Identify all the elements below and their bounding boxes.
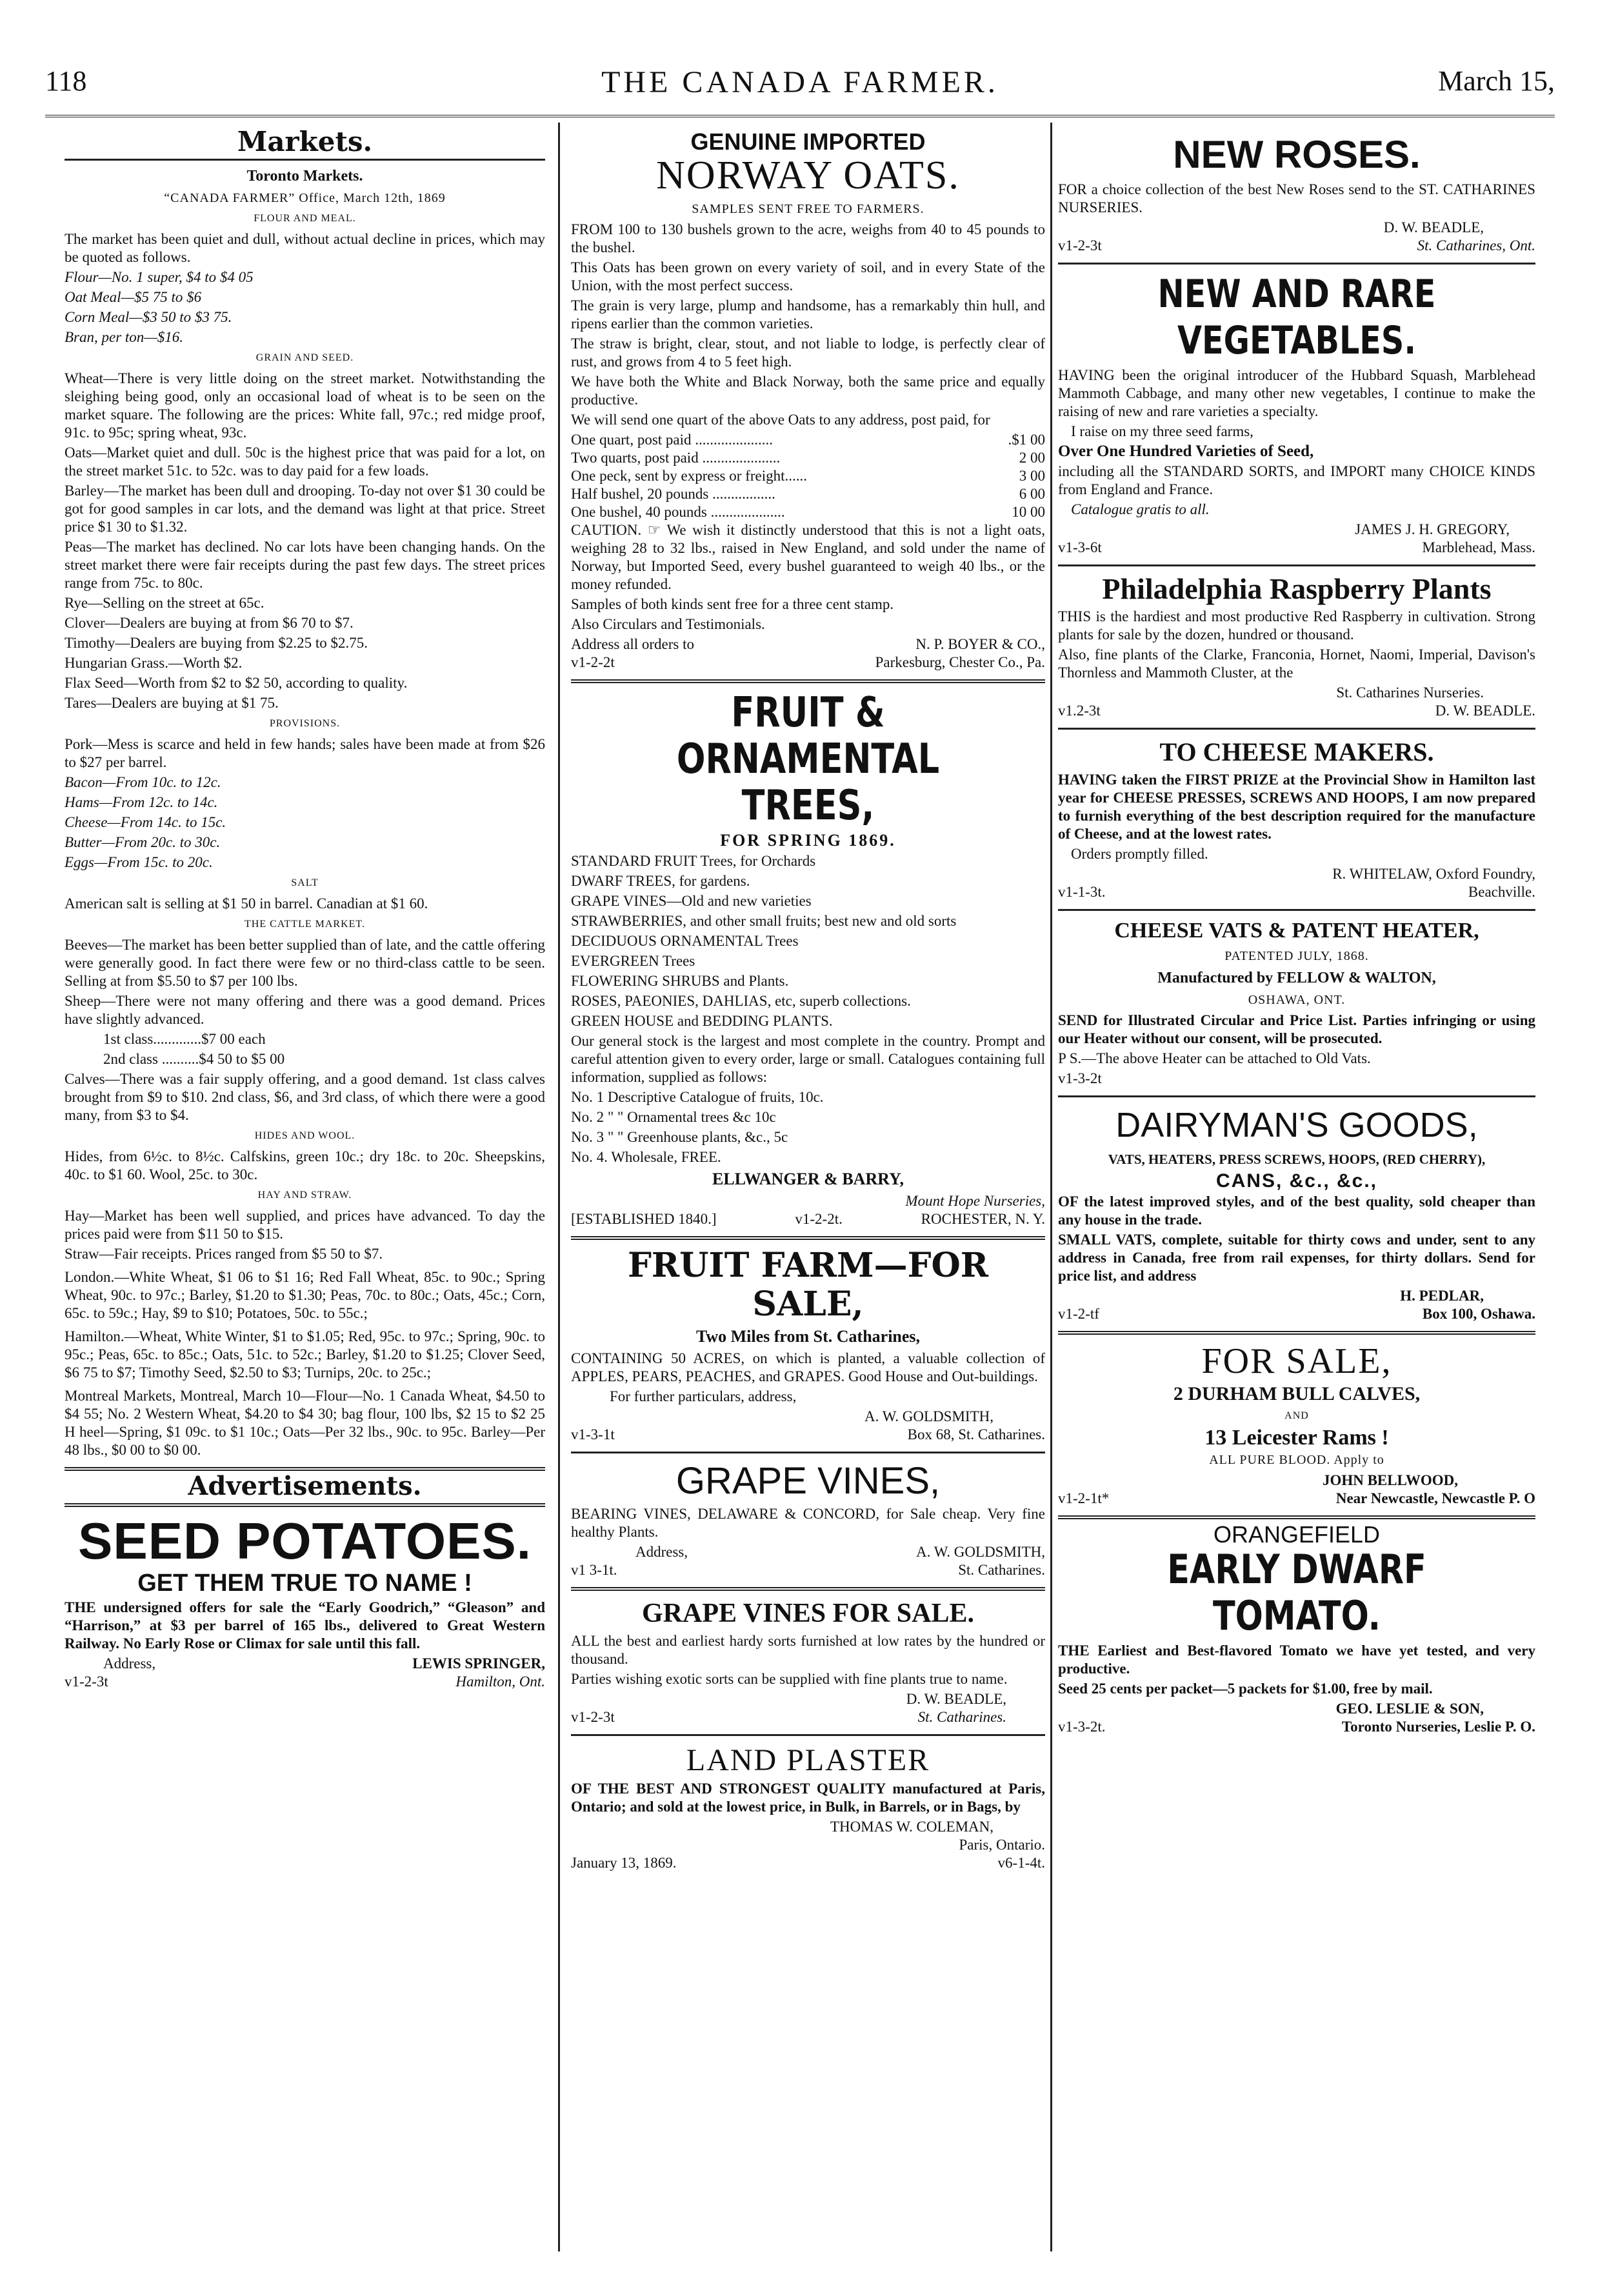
list-item: No. 1 Descriptive Catalogue of fruits, 10c. bbox=[571, 1089, 824, 1105]
cheese-makers-heading: TO CHEESE MAKERS. bbox=[1159, 737, 1434, 766]
price-row bbox=[571, 467, 1045, 485]
market-text: Wheat—There is very little doing on the street market. Notwithstanding the sleighing being good, only an occasional load of wheat is to be seen on the market square. The following are the prices: White fall, 97c.; red midge proof, 91c. to 95c; spring wheat, 93c. bbox=[65, 370, 545, 441]
ad-text: HAVING been the original introducer of the Hubbard Squash, Marblehead Mammoth Cabbage, and many other new vegetables, I continue to make the raising of new and rare varieties a specialty. bbox=[1058, 367, 1535, 419]
divider bbox=[65, 159, 545, 161]
list-item: DECIDUOUS ORNAMENTAL Trees bbox=[571, 933, 799, 949]
page-header bbox=[45, 65, 1555, 116]
ad-text: Parties wishing exotic sorts can be supplied with fine plants true to name. bbox=[571, 1671, 1008, 1687]
ad-text: For further particulars, address, bbox=[610, 1388, 797, 1404]
ad-signature bbox=[571, 1426, 1045, 1444]
market-text: Hamilton.—Wheat, White Winter, $1 to $1.05; Red, 95c. to 97c.; Spring, 90c. to 95c.; Peas, 65c. to 85c.; Oats, 51c. to 52c.; Barley, $1.20 to $1.25; Clover Seed, $6 75 to $7; Timothy Seed, $2.50 to $3; Turnips, 20c. to 25c.; bbox=[65, 1328, 545, 1381]
address-label: Address, bbox=[635, 1544, 688, 1560]
price-value: 6 00 bbox=[1019, 486, 1045, 502]
ad-text: We have both the White and Black Norway, both the same price and equally productive. bbox=[571, 374, 1045, 408]
ad-text: The grain is very large, plump and handsome, has a remarkably thin hull, and ripens earlier than the common varieties. bbox=[571, 297, 1045, 332]
ad-signature bbox=[1058, 1490, 1535, 1508]
list-item: No. 4. Wholesale, FREE. bbox=[571, 1149, 721, 1165]
ad-text: HAVING taken the FIRST PRIZE at the Provincial Show in Hamilton last year for CHEESE PRESSES, SCREWS AND HOOPS, I am now prepared to furnish everything of the best description required for the manufacture of Cheese, and at the lowest rates. bbox=[1058, 772, 1535, 842]
advertiser-name: D. W. BEADLE, bbox=[1383, 219, 1484, 235]
office-line: “CANADA FARMER” Office, March 12th, 1869 bbox=[164, 191, 446, 205]
header-rule bbox=[45, 115, 1555, 121]
market-text: Straw—Fair receipts. Prices ranged from $5 50 to $7. bbox=[65, 1246, 383, 1262]
market-text: Hungarian Grass.—Worth $2. bbox=[65, 655, 243, 671]
catalogue-list bbox=[571, 1088, 1045, 1166]
list-item: GRAPE VINES—Old and new varieties bbox=[571, 893, 812, 909]
ad-code: v1-2-2t. bbox=[795, 1211, 843, 1227]
ad-text: FOR a choice collection of the best New Roses send to the ST. CATHARINES NURSERIES. bbox=[1058, 181, 1535, 215]
section-heading: PROVISIONS. bbox=[269, 718, 341, 729]
manufacturer-line: Manufactured by FELLOW & WALTON, bbox=[1157, 970, 1436, 986]
dairy-cans: CANS, &c., &c., bbox=[1215, 1170, 1378, 1192]
column-rule bbox=[1050, 123, 1052, 2251]
ad-signature bbox=[571, 1854, 1045, 1872]
market-text: Flax Seed—Worth from $2 to $2 50, according to quality. bbox=[65, 675, 408, 691]
grape-vines-sale-heading: GRAPE VINES FOR SALE. bbox=[642, 1599, 974, 1628]
price-row bbox=[571, 449, 1045, 467]
market-text: Tares—Dealers are buying at $1 75. bbox=[65, 695, 279, 711]
ad-signature bbox=[1058, 237, 1535, 255]
ad-text: OF THE BEST AND STRONGEST QUALITY manufactured at Paris, Ontario; and sold at the lowest price, in Bulk, in Barrels, or in Bags, by bbox=[571, 1781, 1045, 1815]
market-text: Hay—Market has been well supplied, and prices have advanced. To day the prices paid were from $11 50 to $15. bbox=[65, 1208, 545, 1242]
column-rule bbox=[558, 123, 560, 2251]
price-row bbox=[571, 431, 1045, 449]
list-item: No. 3 " " Greenhouse plants, &c., 5c bbox=[571, 1129, 788, 1145]
advertiser-name: A. W. GOLDSMITH, bbox=[916, 1544, 1045, 1560]
ad-text: THIS is the hardiest and most productive Red Raspberry in cultivation. Strong plants for sale by the dozen, hundred or thousand. bbox=[1058, 608, 1535, 643]
ad-text: Orders promptly filled. bbox=[1071, 846, 1208, 862]
advertiser-place: Parkesburg, Chester Co., Pa. bbox=[875, 654, 1045, 670]
grape-vines-heading: GRAPE VINES, bbox=[675, 1460, 941, 1502]
advertiser-name: JOHN BELLWOOD, bbox=[1322, 1472, 1458, 1488]
divider bbox=[571, 1734, 1045, 1736]
divider bbox=[571, 1452, 1045, 1453]
ad-signature bbox=[1058, 1305, 1535, 1323]
advertiser-name: D. W. BEADLE. bbox=[1435, 703, 1535, 719]
ad-signature bbox=[65, 1655, 545, 1673]
advertiser-place: St. Catharines. bbox=[917, 1709, 1006, 1725]
advertiser-name: ELLWANGER & BARRY, bbox=[712, 1170, 904, 1188]
fruit-trees-heading: FRUIT & ORNAMENTAL TREES, bbox=[676, 689, 940, 830]
market-text: Timothy—Dealers are buying from $2.25 to $2.75. bbox=[65, 635, 368, 651]
oats-prefix: GENUINE IMPORTED bbox=[690, 128, 926, 155]
ad-text: including all the STANDARD SORTS, and IMPORT many CHOICE KINDS from England and France. bbox=[1058, 463, 1535, 497]
ad-code: v1-3-1t bbox=[571, 1426, 615, 1442]
divider bbox=[1058, 1095, 1535, 1097]
market-text: Montreal Markets, Montreal, March 10—Flour—No. 1 Canada Wheat, $4.50 to $4 55; No. 2 Western Wheat, $4.20 to $4 30; bag flour, 100 lbs, $2 15 to $2 25 H heel—Spring, $1 09c. to $1 10c.; Oats—Per 32 lbs., 90c. to 95c. Barley—Per 48 lbs., $0 00 to $0 00. bbox=[65, 1388, 545, 1458]
page-number: 118 bbox=[45, 65, 87, 97]
ad-signature bbox=[65, 1673, 545, 1691]
divider bbox=[1058, 728, 1535, 730]
market-text: Sheep—There were not many offering and there was a good demand. Prices have slightly advanced. bbox=[65, 993, 545, 1027]
ad-code: v1 3-1t. bbox=[571, 1562, 617, 1578]
column-ads-right bbox=[1058, 129, 1535, 1736]
ad-code: v1-2-2t bbox=[571, 654, 615, 670]
price-item: One quart, post paid ..................... bbox=[571, 432, 774, 448]
ad-code: v1-2-tf bbox=[1058, 1306, 1099, 1322]
ad-text: The straw is bright, clear, stout, and not liable to lodge, is perfectly clear of rust, and grows from 4 to 5 feet high. bbox=[571, 335, 1045, 370]
list-item: No. 2 " " Ornamental trees &c 10c bbox=[571, 1109, 776, 1125]
list-item: ROSES, PAEONIES, DAHLIAS, etc, superb collections. bbox=[571, 993, 911, 1009]
ad-signature bbox=[571, 654, 1045, 672]
ad-code: v1-3-2t. bbox=[1058, 1719, 1106, 1735]
new-roses-heading: NEW ROSES. bbox=[1173, 133, 1421, 176]
price-line: Cheese—From 14c. to 15c. bbox=[65, 814, 226, 830]
dairy-subheading: VATS, HEATERS, PRESS SCREWS, HOOPS, (RED CHERRY), bbox=[1108, 1152, 1486, 1167]
list-item: EVERGREEN Trees bbox=[571, 953, 695, 969]
list-item: STRAWBERRIES, and other small fruits; best new and old sorts bbox=[571, 913, 957, 929]
price-row bbox=[571, 485, 1045, 503]
divider bbox=[1058, 909, 1535, 911]
divider bbox=[571, 1587, 1045, 1591]
sale-item: 13 Leicester Rams ! bbox=[1204, 1426, 1389, 1450]
advertiser-name: GEO. LESLIE & SON, bbox=[1335, 1701, 1484, 1717]
price-line: Bran, per ton—$16. bbox=[65, 329, 183, 345]
price-item: One bushel, 40 pounds .................... bbox=[571, 504, 785, 520]
raspberry-heading: Philadelphia Raspberry Plants bbox=[1102, 572, 1492, 605]
section-heading: HAY AND STRAW. bbox=[257, 1190, 352, 1201]
vegetables-heading: NEW AND RARE VEGETABLES. bbox=[1157, 272, 1436, 363]
price-item: Half bushel, 20 pounds ................. bbox=[571, 486, 775, 502]
market-text: The market has been quiet and dull, without actual decline in prices, which may be quoted as follows. bbox=[65, 231, 545, 265]
address-label: Address, bbox=[103, 1655, 156, 1672]
ad-text: THE undersigned offers for sale the “Early Goodrich,” “Gleason” and “Harrison,” at $3 per barrel of 165 lbs., delivered to Great Western Railway. No Early Rose or Climax for sale until this fall. bbox=[65, 1599, 545, 1652]
price-value: 10 00 bbox=[1012, 504, 1045, 520]
advertiser-name: JAMES J. H. GREGORY, bbox=[1355, 521, 1510, 537]
toronto-heading: Toronto Markets. bbox=[246, 168, 363, 185]
seed-subheading: GET THEM TRUE TO NAME ! bbox=[137, 1570, 472, 1597]
ad-text: Seed 25 cents per packet—5 packets for $1.00, free by mail. bbox=[1058, 1681, 1433, 1697]
ad-signature bbox=[571, 1210, 1045, 1228]
advertiser-place: Paris, Ontario. bbox=[959, 1837, 1045, 1853]
market-text: Peas—The market has declined. No car lots have been changing hands. On the street market there were fair receipts during the past few days. The street prices range from 75c. to 80c. bbox=[65, 539, 545, 591]
farm-subheading: Two Miles from St. Catharines, bbox=[695, 1327, 921, 1346]
ad-text: Catalogue gratis to all. bbox=[1071, 501, 1210, 517]
divider bbox=[65, 1503, 545, 1507]
manufacturer-place: OSHAWA, ONT. bbox=[1248, 993, 1346, 1007]
divider bbox=[571, 679, 1045, 683]
ad-text: FROM 100 to 130 bushels grown to the acre, weighs from 40 to 45 pounds to the bushel. bbox=[571, 221, 1045, 255]
market-text: American salt is selling at $1 50 in barrel. Canadian at $1 60. bbox=[65, 895, 428, 912]
market-text: Hides, from 6½c. to 8½c. Calfskins, green 10c.; dry 18c. to 20c. Sheepskins, 40c. to $1 60. Wool, 25c. to 30c. bbox=[65, 1148, 545, 1183]
advertiser-place: Marblehead, Mass. bbox=[1422, 539, 1535, 555]
ad-text: P S.—The above Heater can be attached to Old Vats. bbox=[1058, 1050, 1371, 1066]
ad-text: Also Circulars and Testimonials. bbox=[571, 616, 765, 632]
advertiser-place: Hamilton, Ont. bbox=[455, 1673, 545, 1690]
advertiser-place: St. Catharines. bbox=[958, 1562, 1045, 1578]
ad-signature bbox=[571, 1708, 1045, 1726]
ad-signature bbox=[571, 1561, 1045, 1579]
advertiser-name: N. P. BOYER & CO., bbox=[915, 636, 1045, 652]
price-line: Butter—From 20c. to 30c. bbox=[65, 834, 221, 850]
column-markets bbox=[65, 126, 545, 1691]
patent-line: PATENTED JULY, 1868. bbox=[1224, 949, 1369, 963]
price-line: 2nd class ..........$4 50 to $5 00 bbox=[103, 1051, 285, 1067]
tomato-prefix: ORANGEFIELD bbox=[1213, 1521, 1381, 1548]
ad-text: SMALL VATS, complete, suitable for thirty cows and under, sent to any address in Canada, free from rail expenses, for thirty dollars. Send for price list, and address bbox=[1058, 1232, 1535, 1284]
column-ads-middle bbox=[571, 129, 1045, 1872]
sale-note: ALL PURE BLOOD. Apply to bbox=[1209, 1453, 1384, 1467]
ad-highlight: Over One Hundred Varieties of Seed, bbox=[1058, 443, 1314, 460]
market-text: Pork—Mess is scarce and held in few hands; sales have been made at from $26 to $27 per barrel. bbox=[65, 736, 545, 770]
advertiser-place: ROCHESTER, N. Y. bbox=[921, 1211, 1045, 1227]
price-row bbox=[571, 503, 1045, 521]
ad-signature bbox=[1058, 702, 1535, 720]
ad-text: BEARING VINES, DELAWARE & CONCORD, for Sale cheap. Very fine healthy Plants. bbox=[571, 1506, 1045, 1540]
market-text: Beeves—The market has been better supplied than of late, and the cattle offering were generally good. In fact there were few or no third-class cattle to be seen. Selling at from $5.50 to $7 per 100 lbs. bbox=[65, 937, 545, 989]
ad-text: SEND for Illustrated Circular and Price List. Parties infringing or using our Heater without our consent, will be prosecuted. bbox=[1058, 1012, 1535, 1046]
advertiser-name: THOMAS W. COLEMAN, bbox=[830, 1819, 994, 1835]
sale-item: 2 DURHAM BULL CALVES, bbox=[1173, 1383, 1421, 1404]
divider bbox=[571, 1236, 1045, 1240]
for-sale-heading: FOR SALE, bbox=[1201, 1341, 1392, 1381]
fruit-list bbox=[571, 852, 1045, 1030]
established-note: [ESTABLISHED 1840.] bbox=[571, 1211, 717, 1227]
norway-oats-heading: NORWAY OATS. bbox=[656, 154, 960, 197]
ad-text: CONTAINING 50 ACRES, on which is planted, a valuable collection of APPLES, PEARS, PEACHES, and GRAPES. Good House and Out-buildings. bbox=[571, 1350, 1045, 1384]
advertisements-heading: Advertisements. bbox=[188, 1471, 422, 1501]
ad-code: v1.2-3t bbox=[1058, 703, 1101, 719]
list-item: FLOWERING SHRUBS and Plants. bbox=[571, 973, 789, 989]
price-line: Bacon—From 10c. to 12c. bbox=[65, 774, 221, 790]
advertiser-place: Box 68, St. Catharines. bbox=[907, 1426, 1045, 1442]
tomato-heading: EARLY DWARF TOMATO. bbox=[1167, 1546, 1426, 1639]
ad-signature bbox=[571, 1543, 1045, 1561]
ad-signature bbox=[1058, 883, 1535, 901]
advertiser-place: Box 100, Oshawa. bbox=[1422, 1306, 1535, 1322]
nursery-name: St. Catharines Nurseries. bbox=[1336, 684, 1484, 701]
price-item: Two quarts, post paid ..................... bbox=[571, 450, 781, 466]
market-text: London.—White Wheat, $1 06 to $1 16; Red Fall Wheat, 85c. to 90c.; Spring Wheat, 90c. to 97c.; Barley, $1.20 to $1.30; Peas, 70c. to 80c.; Oats, 45c.; Corn, 65c. to 59c.; Hay, $9 to $10; Potatoes, 50c. to 55c.; bbox=[65, 1269, 545, 1321]
price-value: .$1 00 bbox=[1008, 432, 1045, 448]
ad-code: v1-2-3t bbox=[1058, 237, 1102, 254]
land-plaster-heading: LAND PLASTER bbox=[686, 1743, 930, 1777]
ad-text: THE Earliest and Best-flavored Tomato we have yet tested, and very productive. bbox=[1058, 1642, 1535, 1677]
sale-and: AND bbox=[1284, 1410, 1309, 1421]
advertiser-place: Toronto Nurseries, Leslie P. O. bbox=[1341, 1719, 1535, 1735]
ad-date: January 13, 1869. bbox=[571, 1855, 677, 1871]
fruit-farm-heading: FRUIT FARM—FOR SALE, bbox=[627, 1246, 989, 1324]
market-text: Rye—Selling on the street at 65c. bbox=[65, 595, 265, 611]
price-value: 3 00 bbox=[1019, 468, 1045, 484]
ad-text: CAUTION. ☞ We wish it distinctly understood that this is not a light oats, weighing 28 to 32 lbs., raised in New England, and sold under the name of Norway, but Imported Seed, every bushel guaranteed to weigh 40 lbs., or the money refunded. bbox=[571, 522, 1045, 592]
divider bbox=[1058, 1515, 1535, 1519]
ad-code: v1-2-3t bbox=[571, 1709, 615, 1725]
ad-text: Also, fine plants of the Clarke, Franconia, Hornet, Naomi, Imperial, Davison's Thornless and Mammoth Cluster, at the bbox=[1058, 646, 1535, 681]
price-line: Eggs—From 15c. to 20c. bbox=[65, 854, 213, 870]
ad-text: ALL the best and earliest hardy sorts furnished at low rates by the hundred or thousand. bbox=[571, 1633, 1045, 1667]
divider bbox=[1058, 263, 1535, 265]
oats-subheading: SAMPLES SENT FREE TO FARMERS. bbox=[692, 202, 924, 216]
ad-text: We will send one quart of the above Oats to any address, post paid, for bbox=[571, 412, 990, 428]
list-item: GREEN HOUSE and BEDDING PLANTS. bbox=[571, 1013, 833, 1029]
ad-code: v1-1-3t. bbox=[1058, 884, 1106, 900]
ad-text: OF the latest improved styles, and of the best quality, sold cheaper than any house in the trade. bbox=[1058, 1193, 1535, 1228]
ad-code: v1-2-1t* bbox=[1058, 1490, 1110, 1506]
ad-text: This Oats has been grown on every variety of soil, and in every State of the Union, with the most perfect success. bbox=[571, 259, 1045, 294]
list-item: STANDARD FRUIT Trees, for Orchards bbox=[571, 853, 816, 869]
price-value: 2 00 bbox=[1019, 450, 1045, 466]
ad-text: Our general stock is the largest and most complete in the country. Prompt and careful attention given to every order, large or small. Catalogues containing full information, supplied as follows: bbox=[571, 1033, 1045, 1085]
seed-potatoes-heading: SEED POTATOES. bbox=[77, 1512, 532, 1570]
section-heading: THE CATTLE MARKET. bbox=[244, 919, 365, 930]
price-line: Hams—From 12c. to 14c. bbox=[65, 794, 218, 810]
ad-code: v6-1-4t. bbox=[997, 1855, 1045, 1871]
advertiser-name: LEWIS SPRINGER, bbox=[412, 1655, 545, 1672]
ad-code: v1-2-3t bbox=[65, 1673, 108, 1690]
divider bbox=[1058, 1331, 1535, 1335]
market-text: Oats—Market quiet and dull. 50c is the highest price that was paid for a lot, on the street market 51c. to 52c. was to day paid for a few loads. bbox=[65, 444, 545, 479]
advertiser-place: Beachville. bbox=[1468, 884, 1535, 900]
price-line: Corn Meal—$3 50 to $3 75. bbox=[65, 309, 232, 325]
advertiser-name: A. W. GOLDSMITH, bbox=[864, 1408, 994, 1424]
section-heading: HIDES AND WOOL. bbox=[254, 1130, 355, 1141]
advertiser-place: St. Catharines, Ont. bbox=[1417, 237, 1535, 254]
fruit-subheading: FOR SPRING 1869. bbox=[720, 831, 896, 850]
market-text: Clover—Dealers are buying at from $6 70 to $7. bbox=[65, 615, 354, 631]
section-heading: SALT bbox=[291, 877, 319, 888]
price-item: One peck, sent by express or freight...... bbox=[571, 468, 807, 484]
ad-code: v1-3-2t bbox=[1058, 1070, 1102, 1086]
price-line: Oat Meal—$5 75 to $6 bbox=[65, 289, 202, 305]
advertiser-place: Mount Hope Nurseries, bbox=[905, 1193, 1045, 1209]
issue-date: March 15, bbox=[1438, 65, 1555, 97]
masthead-title: THE CANADA FARMER. bbox=[601, 65, 999, 99]
section-heading: GRAIN AND SEED. bbox=[255, 352, 354, 363]
advertiser-name: H. PEDLAR, bbox=[1400, 1288, 1484, 1304]
ad-signature bbox=[1058, 1718, 1535, 1736]
ad-code: v1-3-6t bbox=[1058, 539, 1102, 555]
price-line: 1st class.............$7 00 each bbox=[103, 1031, 266, 1047]
ad-text: Samples of both kinds sent free for a three cent stamp. bbox=[571, 596, 894, 612]
markets-heading: Markets. bbox=[237, 126, 373, 157]
ad-text: I raise on my three seed farms, bbox=[1071, 423, 1253, 439]
advertiser-place: Near Newcastle, Newcastle P. O bbox=[1335, 1490, 1535, 1506]
section-heading: FLOUR AND MEAL. bbox=[254, 213, 356, 224]
divider bbox=[1058, 564, 1535, 566]
cheese-vats-heading: CHEESE VATS & PATENT HEATER, bbox=[1114, 919, 1479, 943]
list-item: DWARF TREES, for gardens. bbox=[571, 873, 750, 889]
market-text: Barley—The market has been dull and drooping. To-day not over $1 30 could be got for good samples in car lots, and the demand was light at that price. Street price $1 30 to $1.32. bbox=[65, 483, 545, 535]
ad-signature bbox=[571, 635, 1045, 654]
advertiser-name: R. WHITELAW, Oxford Foundry, bbox=[1332, 866, 1535, 882]
dairyman-heading: DAIRYMAN'S GOODS, bbox=[1115, 1106, 1478, 1144]
price-line: Flour—No. 1 super, $4 to $4 05 bbox=[65, 269, 254, 285]
advertiser-name: D. W. BEADLE, bbox=[906, 1691, 1006, 1707]
market-text: Calves—There was a fair supply offering, and a good demand. 1st class calves brought from $9 to $10. 2nd class, $6, and 3rd class, of which there were a good many, from $3 to $4. bbox=[65, 1071, 545, 1123]
ad-signature bbox=[1058, 539, 1535, 557]
address-label: Address all orders to bbox=[571, 636, 694, 652]
